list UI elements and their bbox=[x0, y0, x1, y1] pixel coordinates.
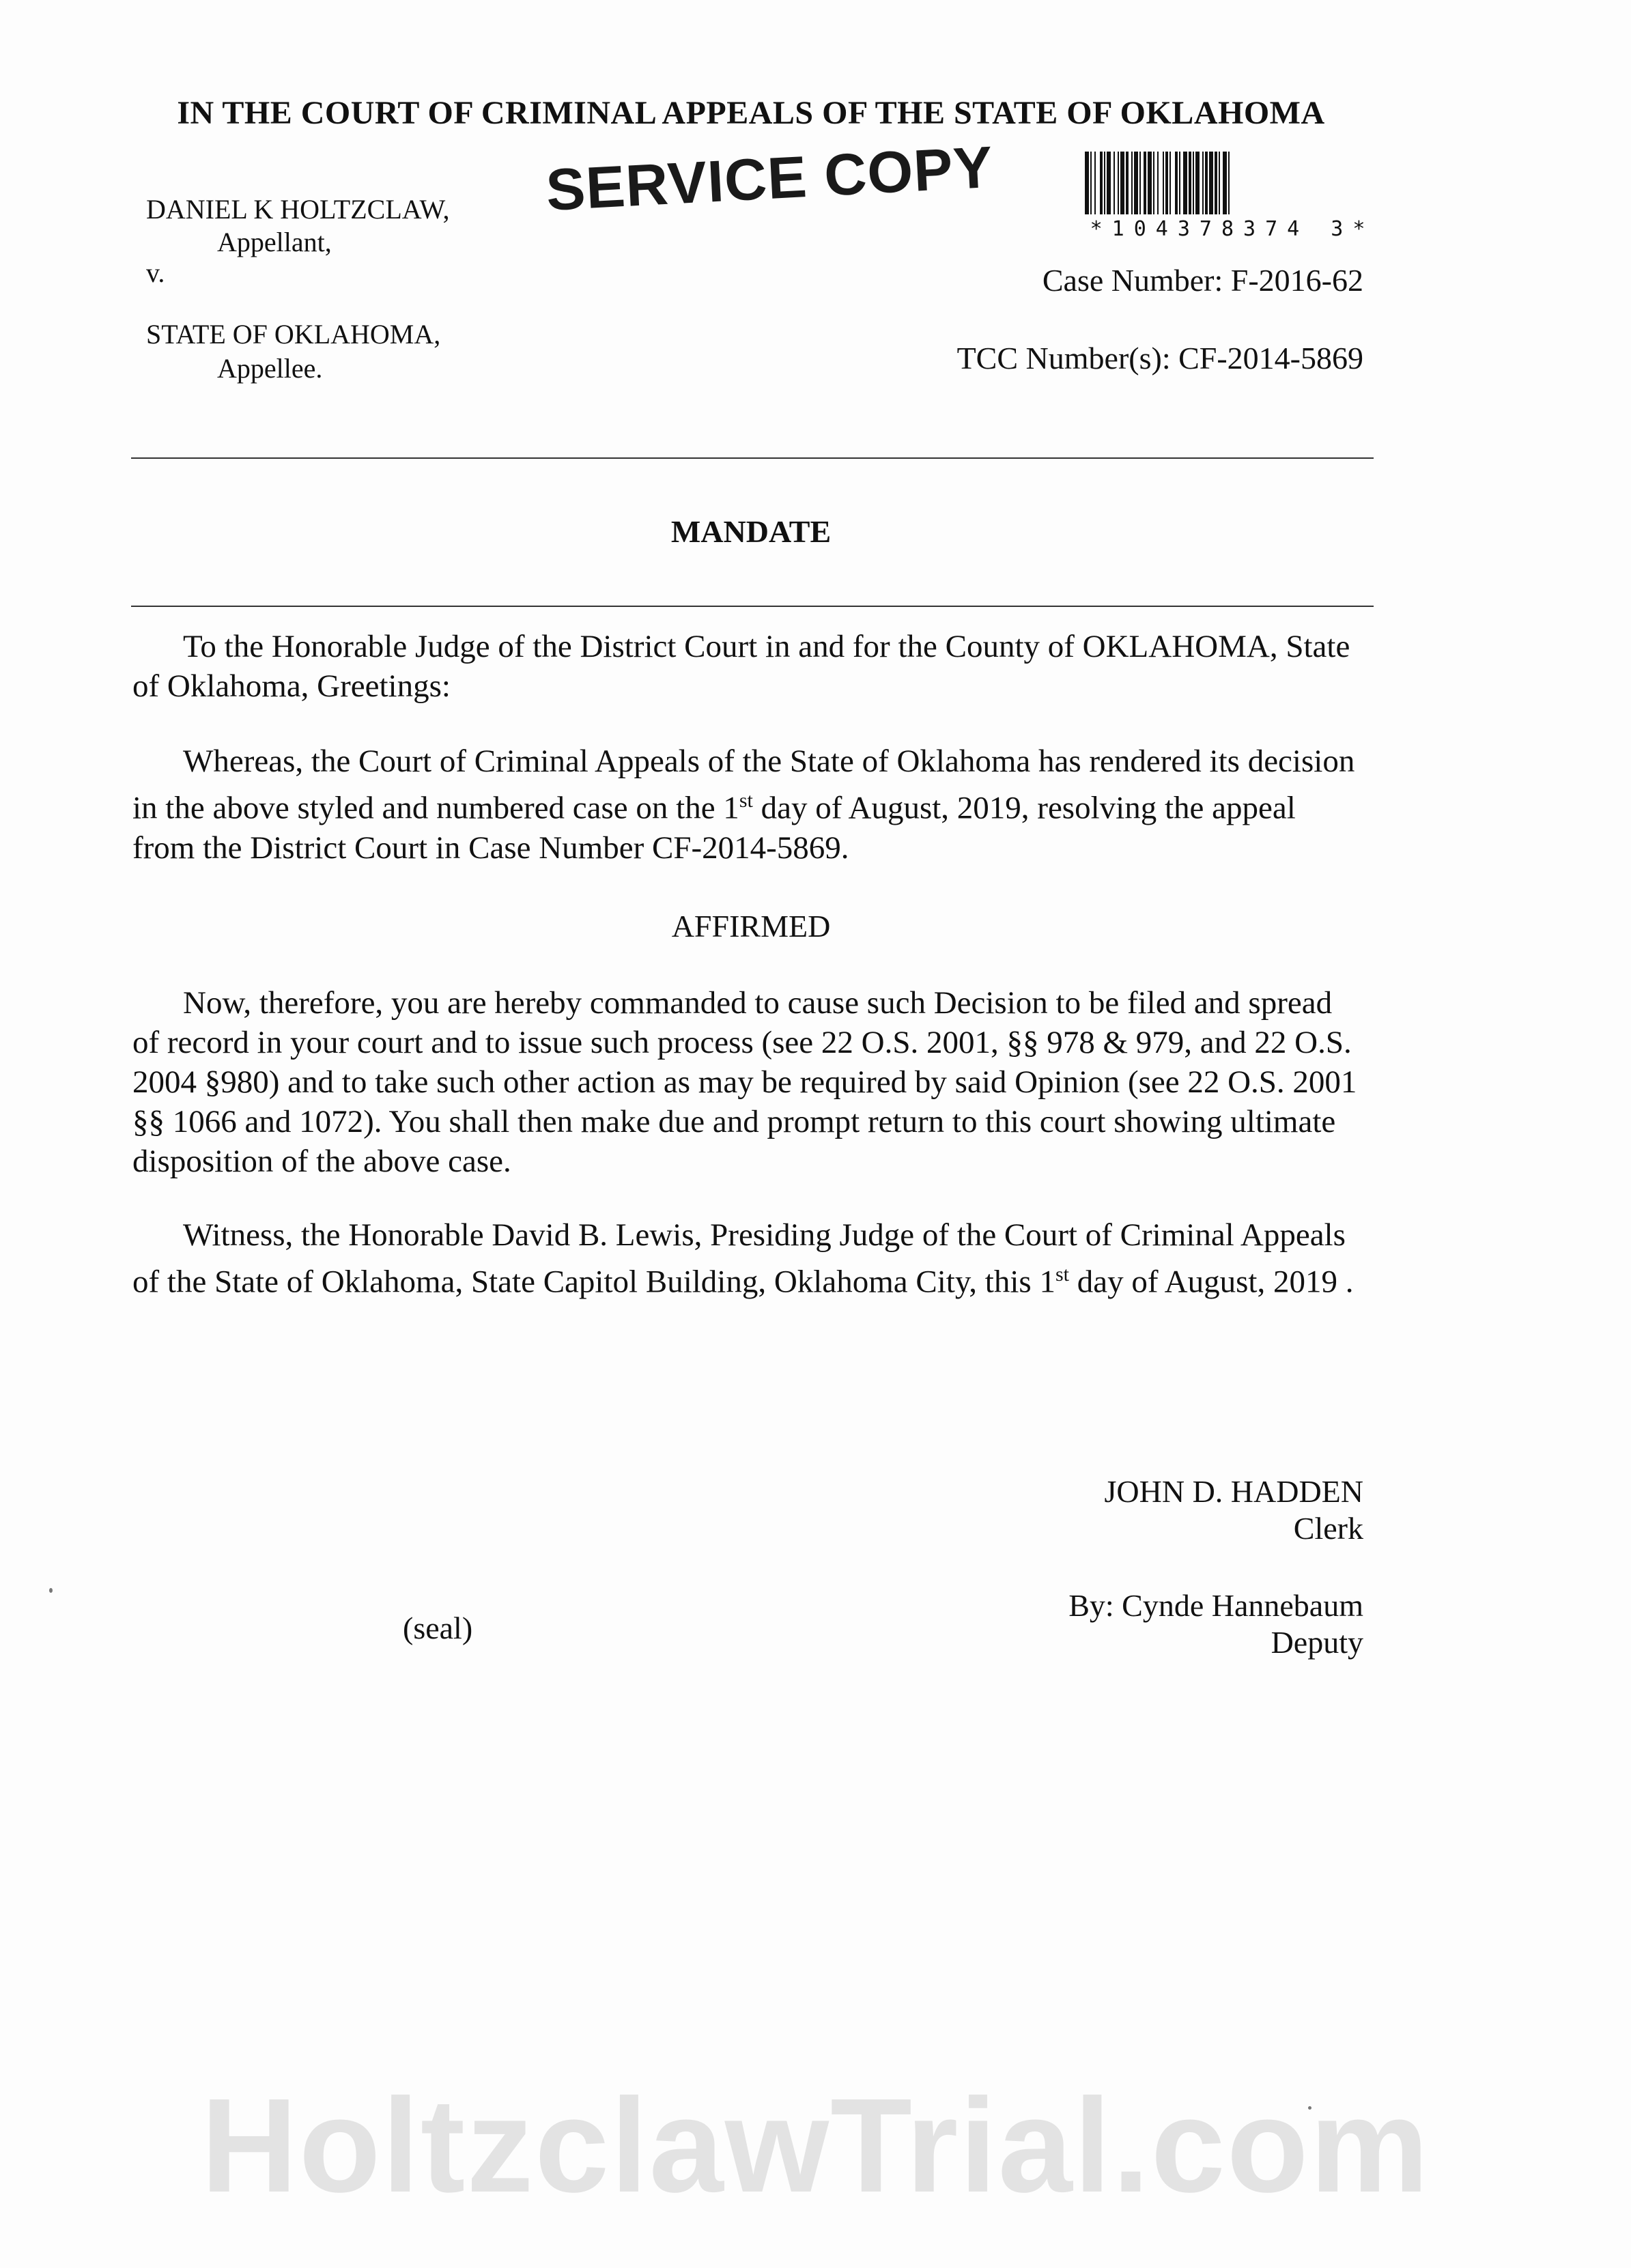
barcode-bar bbox=[1209, 152, 1213, 214]
barcode-bar bbox=[1189, 152, 1191, 214]
command-paragraph: Now, therefore, you are hereby commanded to cause such Decision to be filed and spread of record in your court and to issue such process (see 22 O.S. 2001, §§ 978 & 979, and 22 O.S. 2004 §980) and to take such other action as may be required by said Opinion (see 22 O.S. 2001 §§ 1066 and 1072). You shall then make due and prompt return to this court showing ultimate disposition of the above case. bbox=[132, 985, 1357, 1179]
barcode-bar bbox=[1175, 152, 1178, 214]
barcode-bar bbox=[1104, 152, 1105, 214]
deputy-title: Deputy bbox=[1271, 1625, 1363, 1660]
watermark: HoltzclawTrial.com bbox=[201, 2071, 1430, 2220]
appellant-role: Appellant, bbox=[217, 227, 332, 257]
tcc-number: TCC Number(s): CF-2014-5869 bbox=[956, 341, 1363, 375]
barcode-bar bbox=[1169, 152, 1171, 214]
barcode-bar bbox=[1126, 152, 1129, 214]
barcode-bar bbox=[1223, 152, 1227, 214]
barcode-bar bbox=[1131, 152, 1133, 214]
whereas-text-start: Whereas, the Court of Criminal Appeals of the State of Oklahoma has rendered its decision in the above styled and numbered case on the 1 bbox=[132, 743, 1355, 826]
barcode-bar bbox=[1148, 152, 1152, 214]
barcode-bar bbox=[1090, 152, 1092, 214]
disposition: AFFIRMED bbox=[671, 909, 831, 944]
witness-text-start: Witness, the Honorable David B. Lewis, Presiding Judge of the Court of Criminal Appeals of the State of Oklahoma, State Capitol Building, Oklahoma City, this 1 bbox=[132, 1217, 1346, 1300]
barcode-bar bbox=[1134, 152, 1138, 214]
divider-bottom bbox=[131, 606, 1374, 607]
barcode-bar bbox=[1107, 152, 1111, 214]
clerk-block bbox=[1105, 1473, 1363, 1547]
seal-placeholder: (seal) bbox=[403, 1611, 473, 1645]
whereas-ordinal: st bbox=[739, 789, 753, 812]
barcode-bar bbox=[1215, 152, 1217, 214]
barcode-bar bbox=[1094, 152, 1096, 214]
barcode-bar bbox=[1157, 152, 1159, 214]
service-copy-stamp: SERVICE COPY bbox=[544, 134, 995, 223]
barcode-bar bbox=[1202, 152, 1204, 214]
court-title: IN THE COURT OF CRIMINAL APPEALS OF THE STATE OF OKLAHOMA bbox=[177, 95, 1325, 131]
appellee-role: Appellee. bbox=[217, 353, 323, 384]
barcode-bar bbox=[1144, 152, 1146, 214]
barcode-bar bbox=[1139, 152, 1141, 214]
barcode-bar bbox=[1085, 152, 1089, 214]
barcode-bar bbox=[1193, 152, 1194, 214]
barcode-bar bbox=[1195, 152, 1200, 214]
barcode-bar bbox=[1163, 152, 1164, 214]
barcode-bar bbox=[1165, 152, 1168, 214]
barcode-bar bbox=[1120, 152, 1124, 214]
greeting-paragraph: To the Honorable Judge of the District Court in and for the County of OKLAHOMA, State of Oklahoma, Greetings: bbox=[132, 629, 1350, 704]
witness-paragraph bbox=[132, 1215, 1361, 1302]
whereas-paragraph bbox=[132, 741, 1361, 868]
versus-label: v. bbox=[146, 257, 165, 288]
clerk-name: JOHN D. HADDEN bbox=[1104, 1474, 1363, 1509]
barcode-number: *104378374 3* bbox=[1090, 217, 1375, 241]
witness-text-end: day of August, 2019 . bbox=[1068, 1264, 1354, 1300]
witness-ordinal: st bbox=[1055, 1263, 1069, 1286]
appellee-name: STATE OF OKLAHOMA, bbox=[146, 319, 441, 350]
divider-top bbox=[131, 457, 1374, 459]
barcode-bar bbox=[1118, 152, 1119, 214]
barcode bbox=[1082, 152, 1382, 214]
barcode-bar bbox=[1153, 152, 1154, 214]
barcode-bar bbox=[1228, 152, 1230, 214]
barcode-bar bbox=[1179, 152, 1180, 214]
deputy-block bbox=[1068, 1587, 1363, 1661]
barcode-bar bbox=[1219, 152, 1220, 214]
scan-speck bbox=[49, 1588, 53, 1593]
mandate-title: MANDATE bbox=[670, 514, 832, 549]
whereas-text-end: day of August, 2019, resolving the appeal from the District Court in Case Number CF-2014-5869. bbox=[132, 790, 1296, 866]
clerk-title: Clerk bbox=[1293, 1511, 1363, 1546]
case-number: Case Number: F-2016-62 bbox=[1042, 263, 1363, 298]
barcode-bar bbox=[1100, 152, 1103, 214]
barcode-bar bbox=[1205, 152, 1208, 214]
deputy-name: By: Cynde Hannebaum bbox=[1068, 1588, 1363, 1623]
barcode-bar bbox=[1114, 152, 1115, 214]
barcode-bar bbox=[1183, 152, 1187, 214]
appellant-name: DANIEL K HOLTZCLAW, bbox=[146, 194, 450, 225]
